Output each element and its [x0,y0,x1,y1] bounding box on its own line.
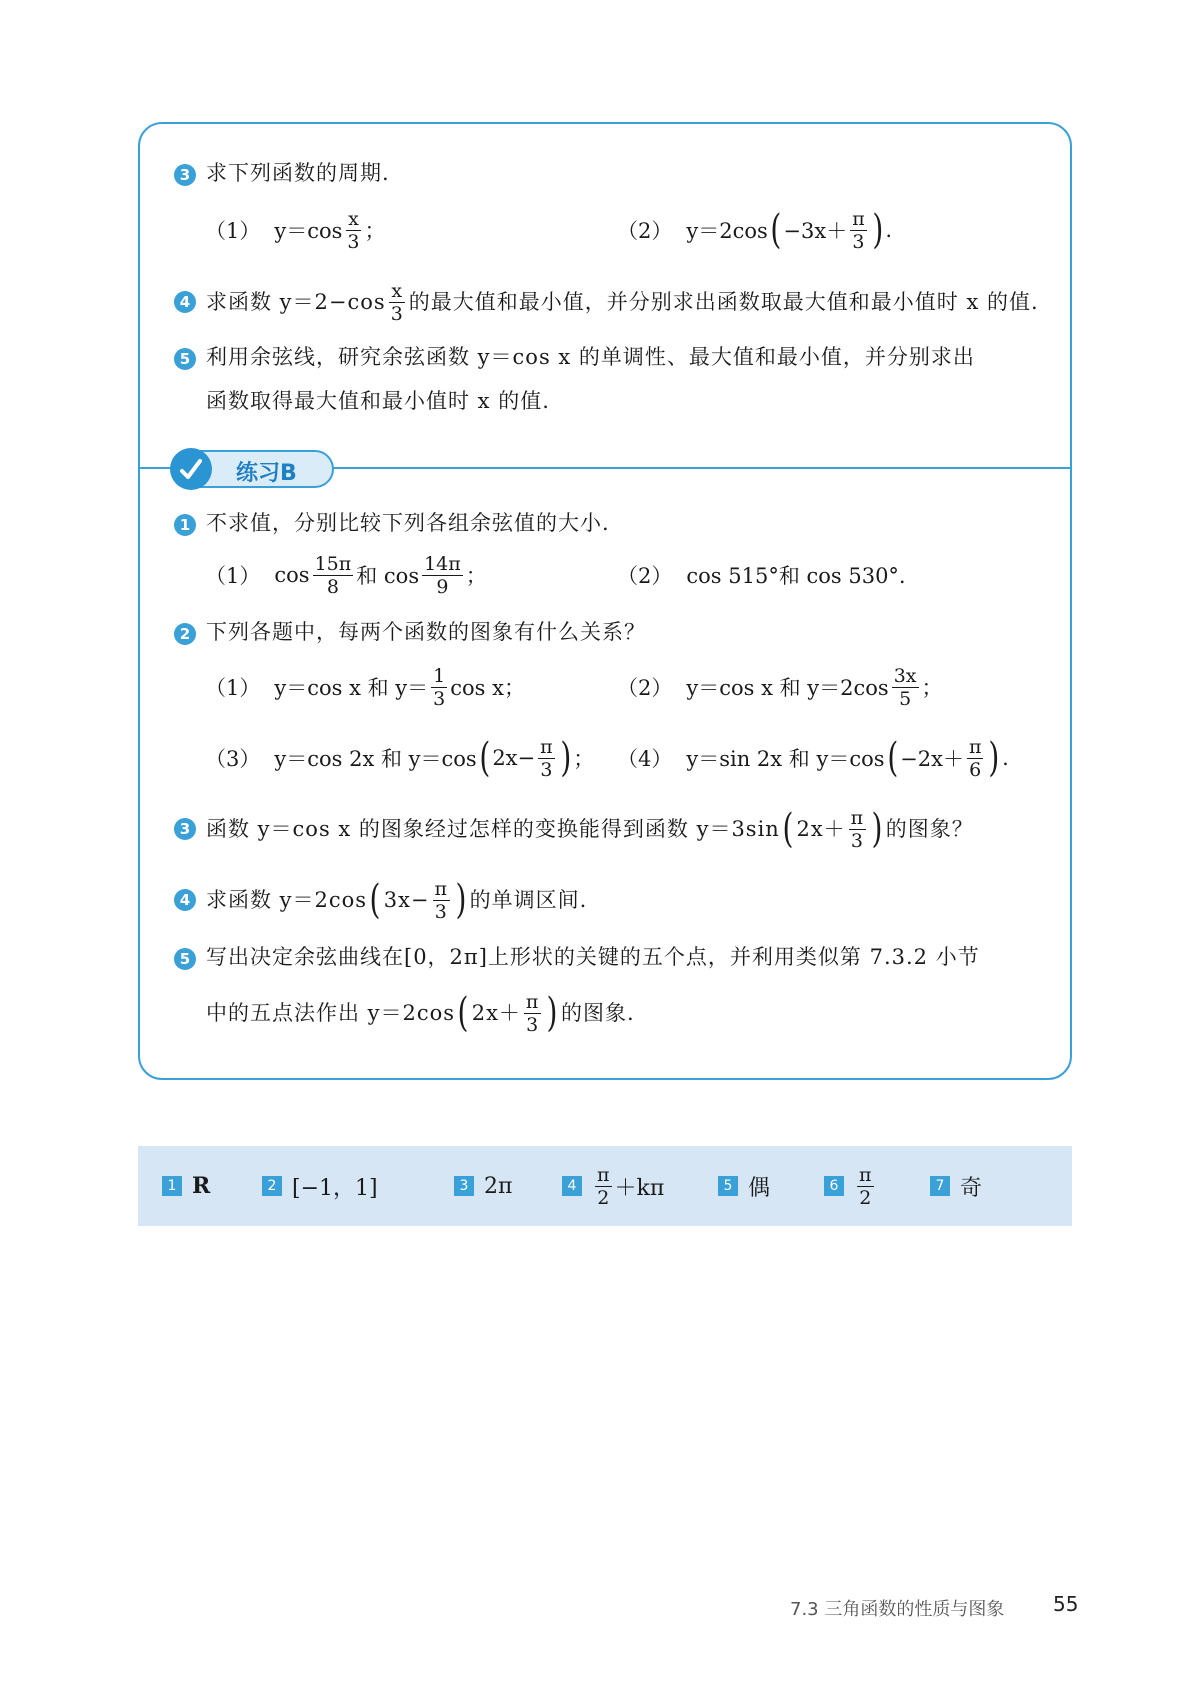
fraction: $\frac{\pi}{2}$ [597,1163,610,1209]
exercise-a-3-1: （1） y＝cos $\frac{x}{3}$ ； [205,207,386,253]
section-title: 7.3 三角函数的性质与图象 [790,1599,1005,1620]
pencil-check-icon [170,448,212,490]
exercise-a-5: 5 利用余弦线，研究余弦函数 y＝cos x 的单调性、最大值和最小值，并分别求出 [174,342,975,372]
fraction: $\frac{x}{3}$ [390,279,404,325]
exercise-b-2-4: （4） y＝sin 2x 和 y＝cos ( −2x＋ $\frac{\pi}{6}$ ) . [617,735,1009,781]
fraction: $\frac{3x}{5}$ [893,664,917,710]
exercise-b-1-1: （1） cos $\frac{15\pi}{8}$ 和 cos $\frac{14\pi}{9}$ ； [205,552,487,598]
fraction: $\frac{\pi}{3}$ [540,735,553,781]
question-number: 3 [174,164,196,186]
fraction: $\frac{\pi}{3}$ [852,207,865,253]
question-number: 4 [174,291,196,313]
fraction: $\frac{\pi}{3}$ [525,990,540,1036]
exercise-b-2-2: （2） y＝cos x 和 y＝2cos $\frac{3x}{5}$ ； [617,664,943,710]
exercise-a-3: 3 求下列函数的周期. [174,158,390,188]
exercise-b-2-1: （1） y＝cos x 和 y＝ $\frac{1}{3}$ cos x； [205,664,525,710]
answer-4: 4 $\frac{\pi}{2}$ ＋kπ [562,1146,664,1226]
exercise-b-2-3: （3） y＝cos 2x 和 y＝cos ( 2x− $\frac{\pi}{3}$ ) ； [205,735,595,781]
fraction: $\frac{\pi}{3}$ [434,877,449,923]
question-number: 4 [174,889,196,911]
fraction: $\frac{x}{3}$ [347,207,360,253]
answer-6: 6 $\frac{\pi}{2}$ [824,1146,877,1226]
answer-strip [138,1146,1072,1226]
answer-5: 5 偶 [718,1146,770,1226]
exercise-b-2: 2 下列各题中，每两个函数的图象有什么关系？ [174,617,646,647]
fraction: $\frac{\pi}{3}$ [850,806,865,852]
exercise-b-1-2: （2） cos 515°和 cos 530°. [617,564,906,588]
exercise-box [138,122,1072,1080]
answer-3: 3 2π [454,1146,512,1226]
answer-7: 7 奇 [930,1146,982,1226]
fraction: $\frac{\pi}{2}$ [859,1163,872,1209]
page-number: 55 [1053,1592,1079,1616]
question-number: 5 [174,348,196,370]
exercise-b-4: 4 求函数 y＝2cos ( 3x− $\frac{\pi}{3}$ ) 的单调区间. [174,875,587,925]
exercise-a-3-2: （2） y＝2cos ( −3x＋ $\frac{\pi}{3}$ ) . [617,207,892,253]
question-number: 1 [174,514,196,536]
exercise-a-4: 4 求函数 y＝2−cos $\frac{x}{3}$ 的最大值和最小值，并分别求出函数取最大值和最小值时 x 的值. [174,277,1039,327]
fraction: $\frac{1}{3}$ [433,664,446,710]
question-number: 2 [174,623,196,645]
fraction: $\frac{\pi}{6}$ [968,735,982,781]
answer-1: 1 R [162,1146,210,1226]
exercise-a-5-line2: 函数取得最大值和最小值时 x 的值. [206,389,550,413]
fraction: $\frac{15\pi}{8}$ [314,552,352,598]
question-number: 5 [174,948,196,970]
exercise-b-3: 3 函数 y＝cos x 的图象经过怎样的变换能得到函数 y＝3sin ( 2x＋ $\frac{\pi}{3}$ ) 的图象？ [174,804,974,854]
exercise-b-1: 1 不求值，分别比较下列各组余弦值的大小. [174,508,610,538]
exercise-b-5: 5 写出决定余弦曲线在[0，2π]上形状的关键的五个点，并利用类似第 7.3.2 小节 [174,942,980,972]
exercise-b-5-line2: 中的五点法作出 y＝2cos ( 2x＋ $\frac{\pi}{3}$ ) 的图象. [206,990,635,1036]
question-number: 3 [174,818,196,840]
fraction: $\frac{14\pi}{9}$ [424,552,461,598]
answer-2: 2 [−1，1] [262,1146,378,1226]
practice-b-badge: 练习B [172,450,334,488]
